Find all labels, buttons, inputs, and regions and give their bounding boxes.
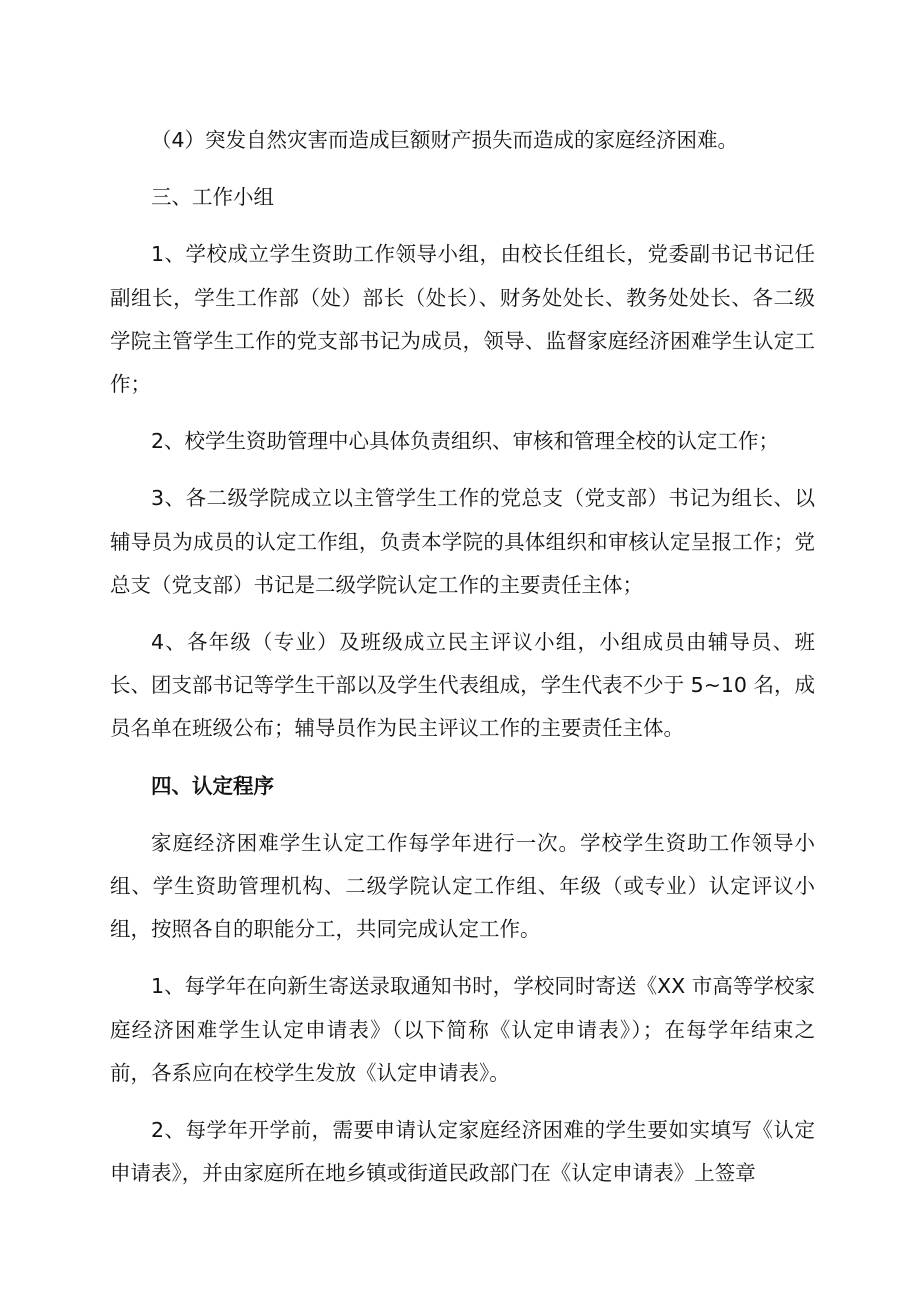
paragraph-work-group-2: 2、校学生资助管理中心具体负责组织、审核和管理全校的认定工作； — [151, 429, 780, 454]
spacer — [110, 808, 815, 822]
spacer — [110, 607, 815, 621]
spacer — [110, 219, 815, 233]
paragraph-work-group-4: 4、各年级（专业）及班级成立民主评议小组，小组成员由辅导员、班长、团支部书记等学生干部以及学生代表组成，学生代表不少于 5~10 名，成员名单在班级公布；辅导员作为民主评议工作的主要责任主体。 — [110, 630, 815, 741]
section-heading-procedure: 四、认定程序 — [151, 773, 274, 798]
paragraph-procedure-1: 1、每学年在向新生寄送录取通知书时，学校同时寄送《XX 市高等学校家庭经济困难学生认定申请表》（以下简称《认定申请表》）；在每学年结束之前，各系应向在校学生发放《认定申请表》。 — [110, 974, 815, 1085]
paragraph-work-group-3: 3、各二级学院成立以主管学生工作的党总支（党支部）书记为组长、以辅导员为成员的认定工作组，负责本学院的具体组织和审核认定呈报工作；党总支（党支部）书记是二级学院认定工作的主要责任主体； — [110, 486, 815, 597]
spacer — [110, 463, 815, 477]
spacer — [110, 406, 815, 420]
spacer — [110, 162, 815, 176]
document-body — [110, 119, 815, 1195]
spacer — [110, 751, 815, 765]
paragraph-procedure-2: 2、每学年开学前，需要申请认定家庭经济困难的学生要如实填写《认定申请表》，并由家庭所在地乡镇或街道民政部门在《认定申请表》上签章 — [110, 1118, 815, 1186]
spacer — [110, 951, 815, 965]
section-heading-work-group: 三、工作小组 — [151, 185, 274, 210]
paragraph-work-group-1: 1、学校成立学生资助工作领导小组，由校长任组长，党委副书记书记任副组长，学生工作部（处）部长（处长）、财务处处长、教务处处长、各二级学院主管学生工作的党支部书记为成员，领导、监督家庭经济困难学生认定工作； — [110, 242, 815, 397]
paragraph-item-4: （4）突发自然灾害而造成巨额财产损失而造成的家庭经济困难。 — [151, 128, 739, 152]
spacer — [110, 1095, 815, 1109]
paragraph-procedure-intro: 家庭经济困难学生认定工作每学年进行一次。学校学生资助工作领导小组、学生资助管理机构、二级学院认定工作组、年级（或专业）认定评议小组，按照各自的职能分工，共同完成认定工作。 — [110, 830, 815, 942]
